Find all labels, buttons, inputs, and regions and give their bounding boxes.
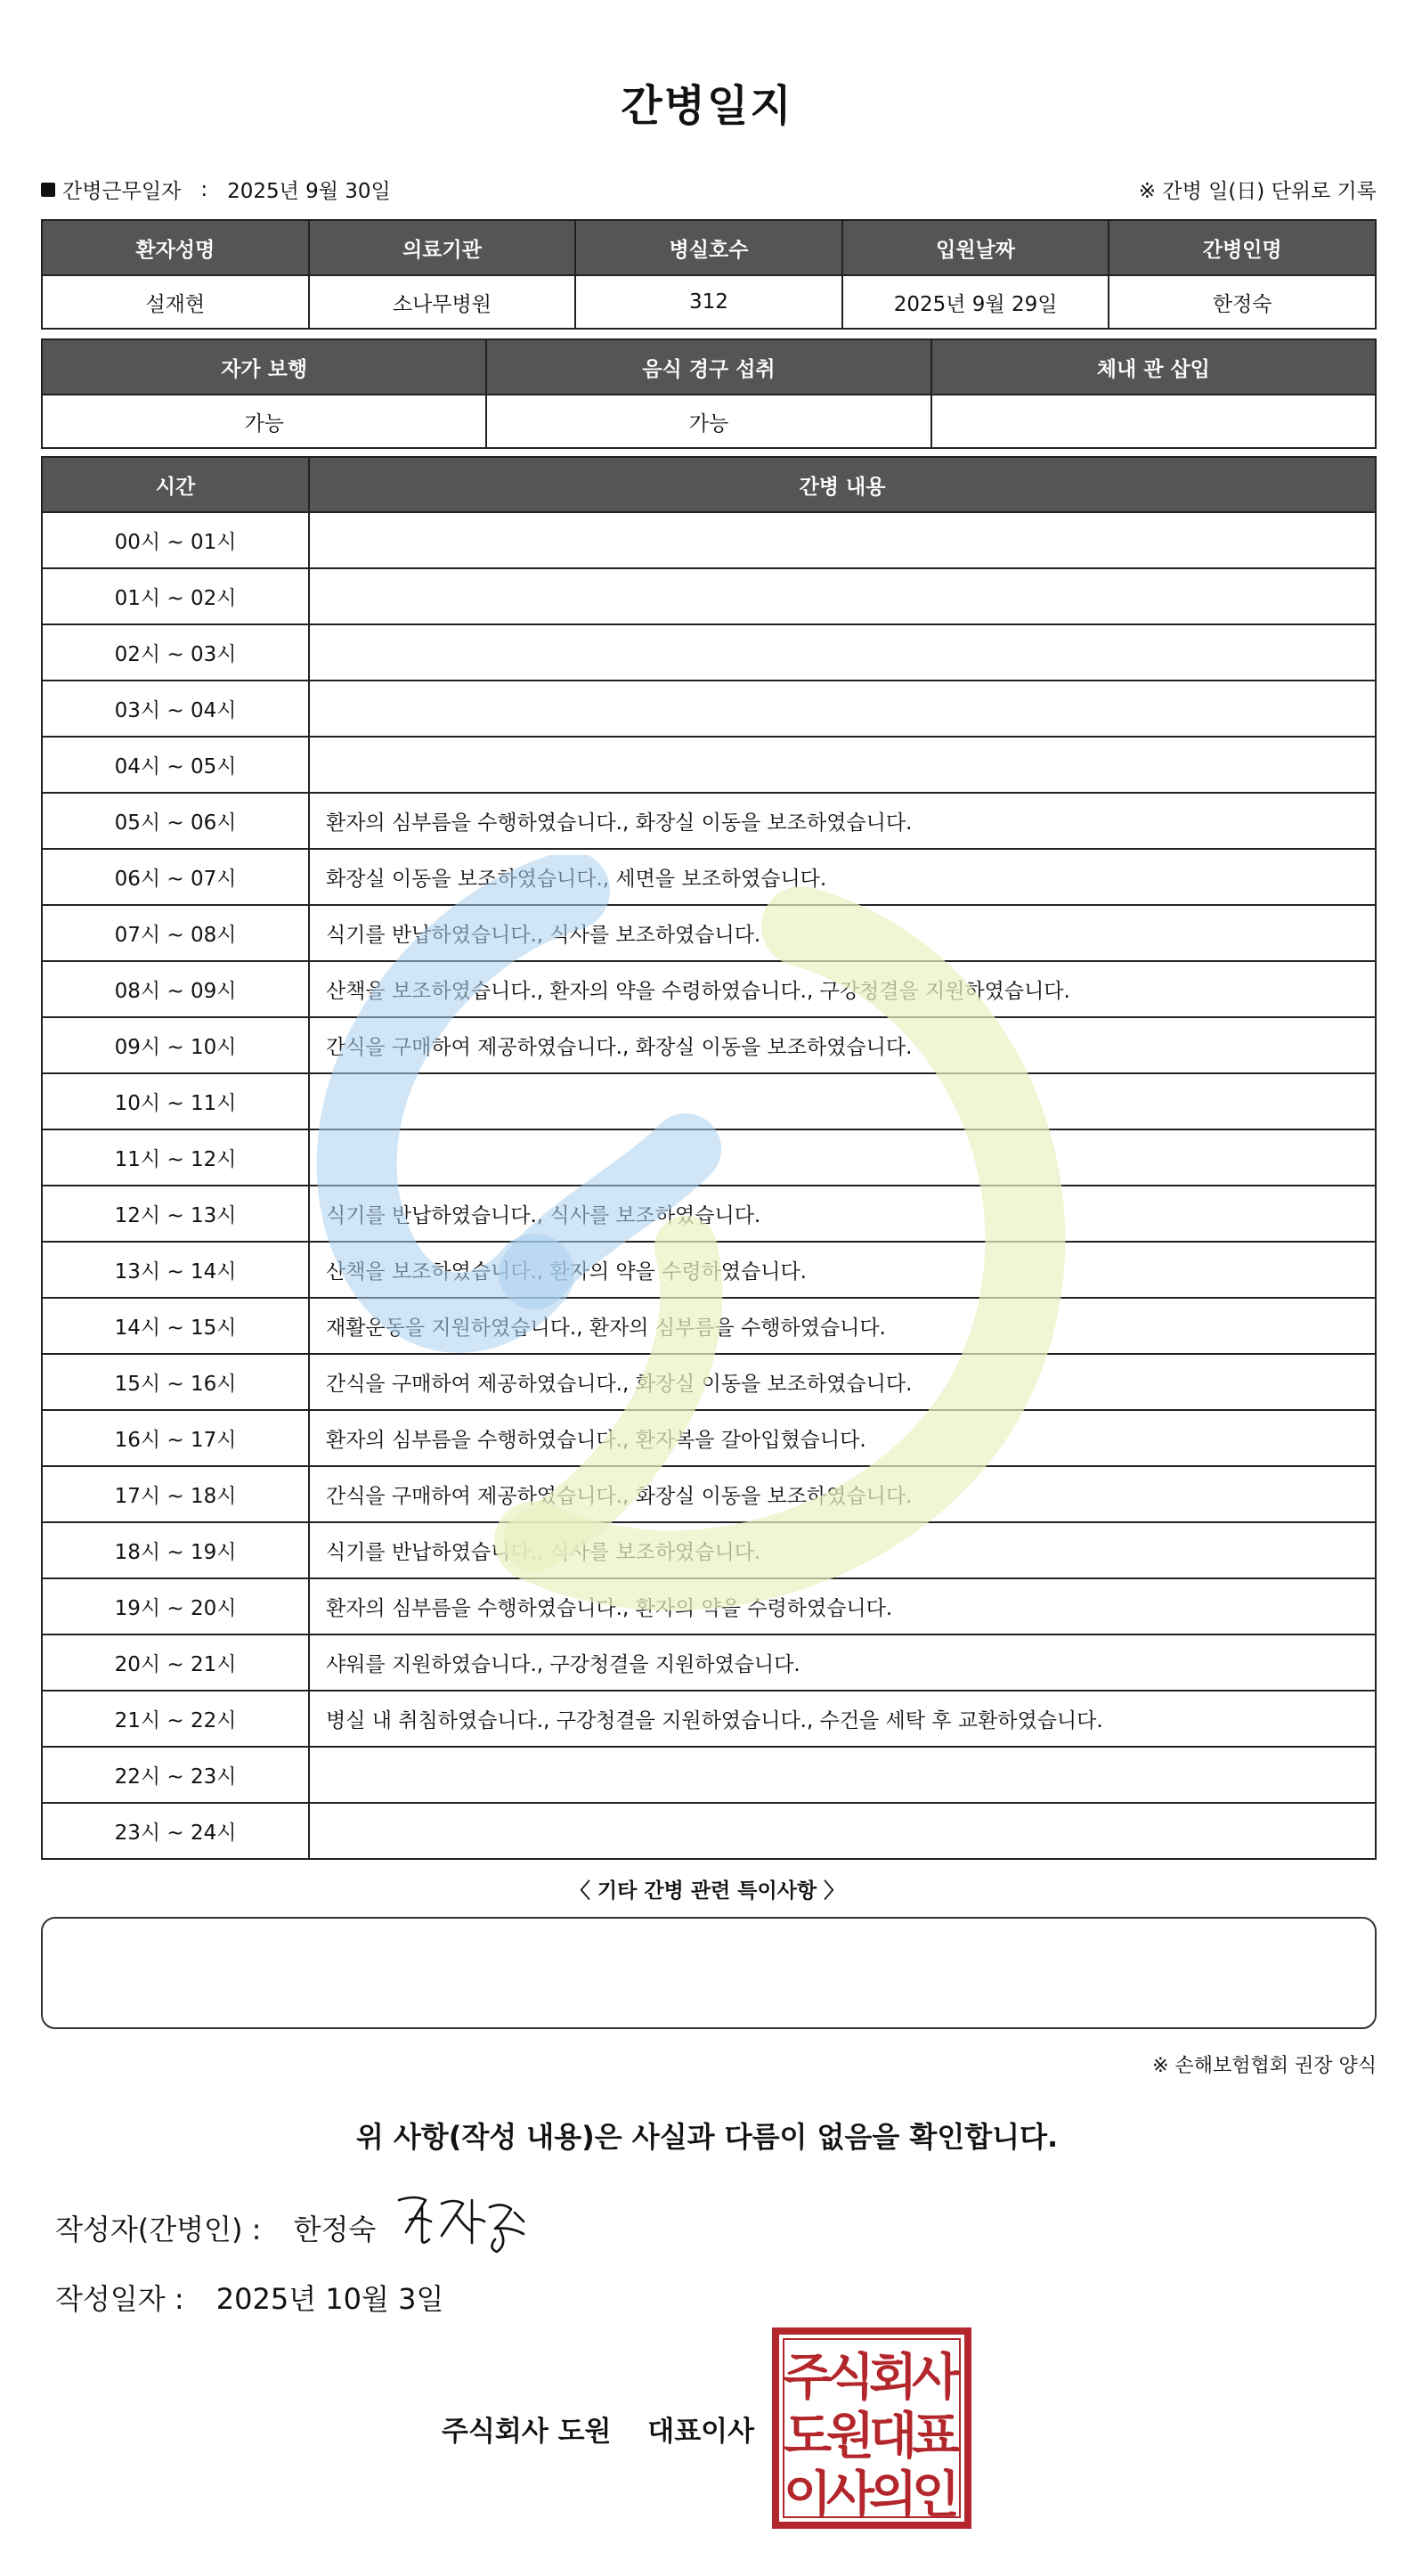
care-content: 간식을 구매하여 제공하였습니다., 화장실 이동을 보조하였습니다. [309,1466,1376,1522]
care-log-row [42,849,1376,905]
header-tube-insertion: 체내 관 삽입 [931,339,1376,395]
time-slot: 19시 ~ 20시 [42,1578,309,1634]
care-content [309,681,1376,737]
time-slot: 23시 ~ 24시 [42,1803,309,1859]
time-slot: 15시 ~ 16시 [42,1354,309,1410]
hospital-value: 소나무병원 [309,275,576,329]
care-log-row [42,681,1376,737]
oral-intake-value: 가능 [486,395,930,448]
time-slot: 03시 ~ 04시 [42,681,309,737]
care-log-row [42,1410,1376,1466]
written-date-value: 2025년 10월 3일 [215,2282,444,2316]
company-seal-image [771,2327,972,2530]
header-oral-intake: 음식 경구 섭취 [486,339,930,395]
care-log-table [41,456,1377,1860]
care-log-row [42,1129,1376,1186]
patient-status-table [41,338,1377,449]
care-content: 식기를 반납하였습니다., 식사를 보조하였습니다. [309,1522,1376,1578]
time-slot: 21시 ~ 22시 [42,1691,309,1747]
work-date [41,175,391,204]
care-content: 간식을 구매하여 제공하였습니다., 화장실 이동을 보조하였습니다. [309,1354,1376,1410]
care-log-row [42,1803,1376,1859]
seal-char: 식 [825,2349,875,2407]
care-content: 화장실 이동을 보조하였습니다., 세면을 보조하였습니다. [309,849,1376,905]
time-slot: 14시 ~ 15시 [42,1298,309,1354]
notes-caption: 〈 기타 간병 관련 특이사항 〉 [569,1879,845,1903]
recommend-note: ※ 손해보험협회 권장 양식 [1152,2055,1377,2077]
seal-char: 인 [911,2466,961,2524]
care-log-row [42,1466,1376,1522]
company-line [442,2409,754,2449]
company-rep: 대표이사 [647,2416,755,2448]
care-content: 산책을 보조하였습니다., 환자의 약을 수령하였습니다. [309,1242,1376,1298]
tube-insertion-value [931,395,1376,448]
care-log-row [42,1073,1376,1129]
header-time: 시간 [42,457,309,512]
notes-box [41,1917,1377,2029]
meta-row [41,175,1377,207]
author-label: 작성자(간병인) : [55,2213,262,2246]
time-slot: 22시 ~ 23시 [42,1747,309,1803]
care-log-body [42,512,1376,1859]
care-log-row [42,1242,1376,1298]
care-log-row [42,961,1376,1017]
time-slot: 12시 ~ 13시 [42,1186,309,1242]
written-date-label: 작성일자 : [55,2282,184,2316]
seal-char: 원 [825,2408,875,2466]
time-slot: 20시 ~ 21시 [42,1634,309,1691]
care-content [309,737,1376,793]
header-care-content: 간병 내용 [309,457,1376,512]
time-slot: 17시 ~ 18시 [42,1466,309,1522]
care-log-row [42,1522,1376,1578]
care-content [309,624,1376,681]
care-content: 환자의 심부름을 수행하였습니다., 화장실 이동을 보조하였습니다. [309,793,1376,849]
time-slot: 01시 ~ 02시 [42,568,309,624]
status-value-row [42,395,1376,448]
work-date-label: 간병근무일자 [62,180,182,203]
header-room: 병실호수 [575,220,842,275]
care-content: 산책을 보조하였습니다., 환자의 약을 수령하였습니다., 구강청결을 지원하였습니다. [309,961,1376,1017]
caregiver-value: 한정숙 [1109,275,1376,329]
care-log-row [42,1186,1376,1242]
seal-char: 이 [783,2466,833,2524]
care-content: 병실 내 취침하였습니다., 구강청결을 지원하였습니다., 수건을 세탁 후 교환하였습니다. [309,1691,1376,1747]
care-content: 간식을 구매하여 제공하였습니다., 화장실 이동을 보조하였습니다. [309,1017,1376,1073]
seal-char: 주 [783,2349,833,2407]
time-slot: 06시 ~ 07시 [42,849,309,905]
care-content: 재활운동을 지원하였습니다., 환자의 심부름을 수행하였습니다. [309,1298,1376,1354]
author-name: 한정숙 [293,2213,377,2246]
time-slot: 18시 ~ 19시 [42,1522,309,1578]
patient-info-header-row [42,220,1376,275]
seal-char: 사 [911,2349,961,2407]
care-log-row [42,1017,1376,1073]
self-walking-value: 가능 [42,395,486,448]
seal-char: 회 [868,2349,918,2407]
time-slot: 09시 ~ 10시 [42,1017,309,1073]
time-slot: 11시 ~ 12시 [42,1129,309,1186]
care-content: 식기를 반납하였습니다., 식사를 보조하였습니다. [309,1186,1376,1242]
care-content [309,1803,1376,1859]
care-log-row [42,1691,1376,1747]
author-line [55,2207,376,2248]
care-log-row [42,568,1376,624]
care-content: 샤워를 지원하였습니다., 구강청결을 지원하였습니다. [309,1634,1376,1691]
time-slot: 00시 ~ 01시 [42,512,309,568]
work-date-separator: : [200,177,208,201]
room-value: 312 [575,275,842,329]
patient-name-value: 설재현 [42,275,309,329]
care-log-row [42,1578,1376,1634]
page-title: 간병일지 [621,81,793,131]
care-log-row [42,624,1376,681]
patient-info-table [41,219,1377,330]
status-header-row [42,339,1376,395]
time-slot: 10시 ~ 11시 [42,1073,309,1129]
care-content: 환자의 심부름을 수행하였습니다., 환자의 약을 수령하였습니다. [309,1578,1376,1634]
care-log-row [42,1634,1376,1691]
time-slot: 04시 ~ 05시 [42,737,309,793]
written-date-line [55,2277,443,2318]
confirm-statement: 위 사항(작성 내용)은 사실과 다름이 없음을 확인합니다. [355,2120,1059,2154]
seal-char: 표 [911,2408,961,2466]
care-content: 환자의 심부름을 수행하였습니다., 환자복을 갈아입혔습니다. [309,1410,1376,1466]
care-content [309,1747,1376,1803]
care-log-row [42,905,1376,961]
company-name: 주식회사 도원 [442,2416,612,2448]
header-admission-date: 입원날짜 [842,220,1109,275]
work-date-value: 2025년 9월 30일 [227,180,391,203]
time-slot: 05시 ~ 06시 [42,793,309,849]
care-content: 식기를 반납하였습니다., 식사를 보조하였습니다. [309,905,1376,961]
time-slot: 08시 ~ 09시 [42,961,309,1017]
seal-char: 도 [783,2408,833,2466]
time-slot: 13시 ~ 14시 [42,1242,309,1298]
signature-image [390,2181,550,2261]
header-caregiver: 간병인명 [1109,220,1376,275]
care-content [309,568,1376,624]
care-log-row [42,737,1376,793]
care-content [309,1129,1376,1186]
unit-note: ※ 간병 일(日) 단위로 기록 [1138,180,1377,203]
seal-char: 대 [868,2408,918,2466]
care-log-row [42,1354,1376,1410]
time-slot: 07시 ~ 08시 [42,905,309,961]
header-hospital: 의료기관 [309,220,576,275]
time-slot: 16시 ~ 17시 [42,1410,309,1466]
care-log-header-row [42,457,1376,512]
seal-char: 의 [868,2466,918,2524]
seal-char: 사 [825,2466,875,2524]
header-patient-name: 환자성명 [42,220,309,275]
header-self-walking: 자가 보행 [42,339,486,395]
patient-info-value-row [42,275,1376,329]
black-square-icon [41,183,55,197]
care-content [309,512,1376,568]
care-log-row [42,1298,1376,1354]
care-log-row [42,512,1376,568]
care-log-row [42,1747,1376,1803]
care-content [309,1073,1376,1129]
admission-date-value: 2025년 9월 29일 [842,275,1109,329]
time-slot: 02시 ~ 03시 [42,624,309,681]
care-log-row [42,793,1376,849]
